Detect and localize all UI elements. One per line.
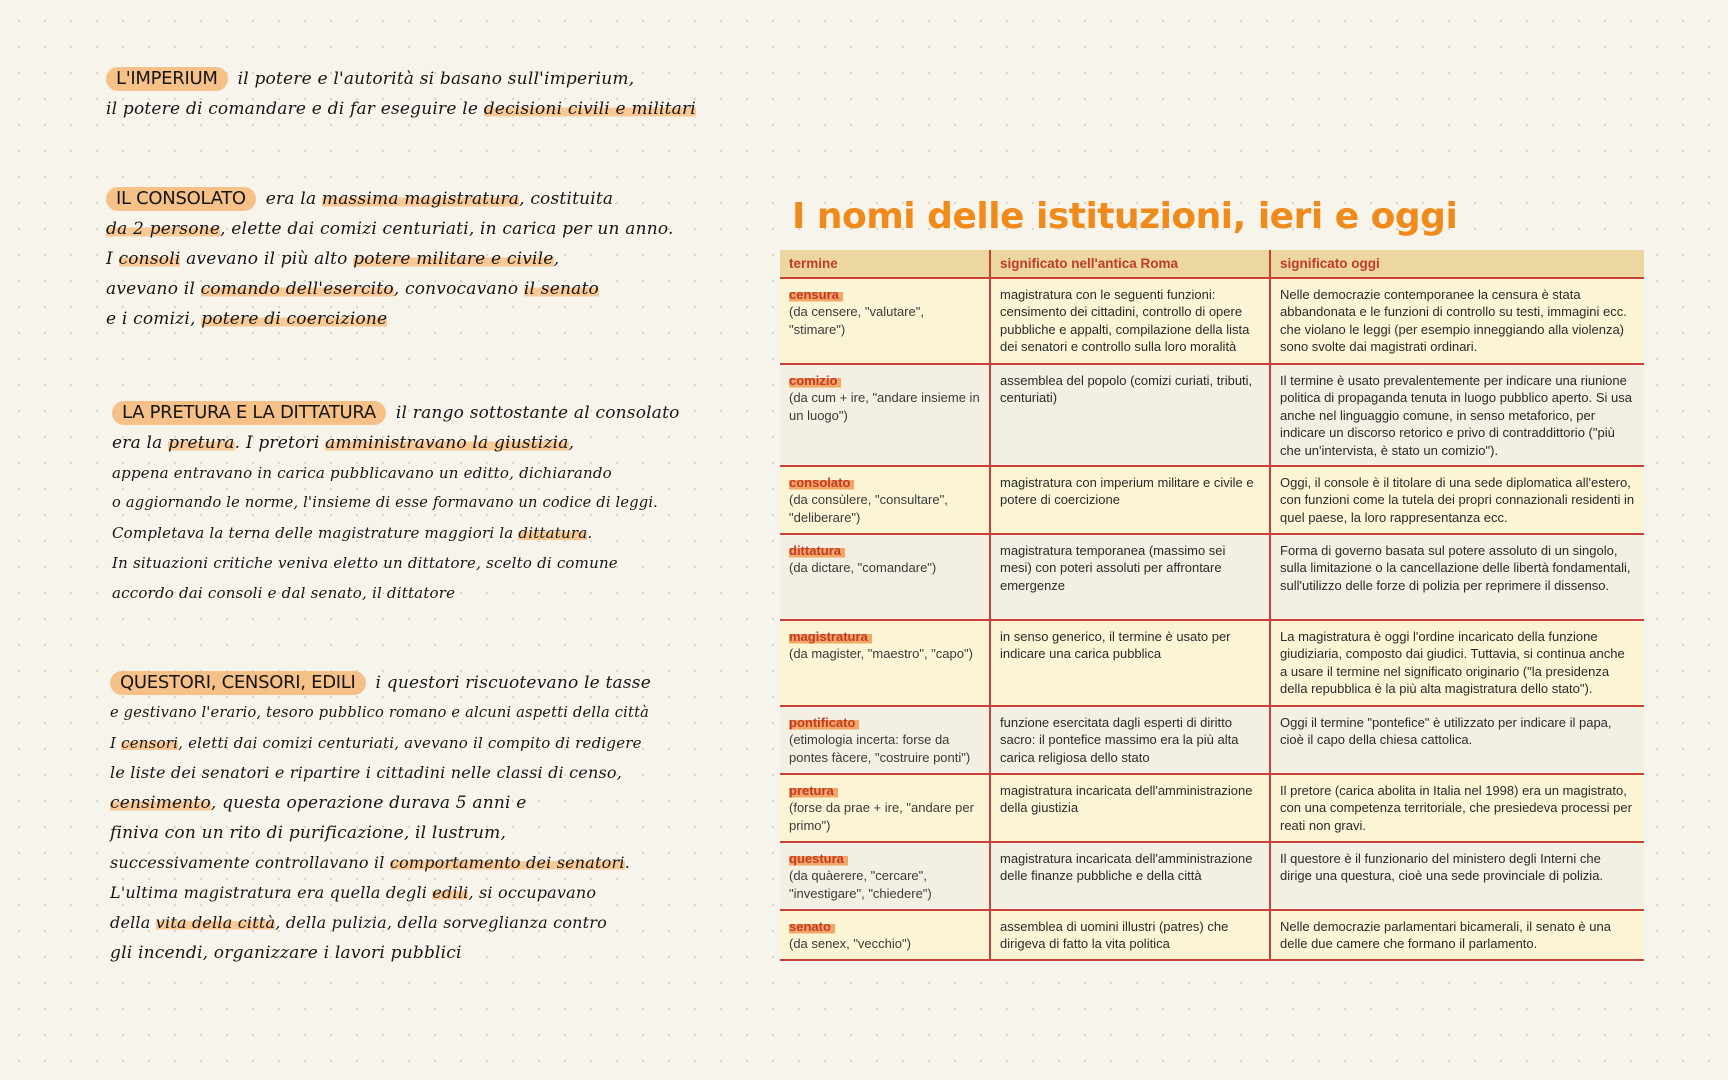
ancient-meaning-cell: magistratura con le seguenti funzioni: censimento dei cittadini, controllo di opere pubbliche e appalti, compilazione della lista dei senatori e controllo sulla loro moralità — [990, 278, 1270, 364]
term-name: pretura — [789, 782, 838, 799]
modern-meaning-cell: Forma di governo basata sul potere assoluto di un singolo, sulla limitazione o la cancellazione delle libertà fondamentali, sull'utilizzo delle forze di polizia per reprimere il dissenso. — [1270, 534, 1644, 620]
ancient-meaning-cell: magistratura incaricata dell'amministrazione della giustizia — [990, 774, 1270, 842]
modern-meaning-cell: La magistratura è oggi l'ordine incaricato della funzione giudiziaria, composto dai giudici. Tuttavia, si continua anche a usare il termine nel significato originario ("la presidenza della repubblica è la più alta magistratura dello stato"). — [1270, 620, 1644, 706]
table-title: I nomi delle istituzioni, ieri e oggi — [792, 196, 1458, 237]
table-row — [780, 364, 1644, 466]
handwritten-notes — [0, 0, 700, 1080]
modern-meaning-cell: Oggi il termine "pontefice" è utilizzato per indicare il papa, cioè il capo della chiesa cattolica. — [1270, 706, 1644, 774]
term-cell — [780, 364, 990, 466]
term-etymology: (da censere, "valutare", "stimare") — [789, 304, 924, 337]
note-questori-censori-edili: QUESTORI, CENSORI, EDILI i questori riscuotevano le tasse e gestivano l'erario, tesoro pubblico romano e alcuni aspetti della città I censori, eletti dai comizi centuriati, avevano il compito di redigere le liste dei senatori e ripartire i cittadini nelle classi di censo, censimento, questa operazione durava 5 anni e finiva con un rito di purificazione, il lustrum, successivamente controllavano il comportamento dei senatori. L'ultima magistratura era quella degli edili, si occupavano della vita della città, della pulizia, della sorveglianza contro gli incendi, organizzare i lavori pubblici — [110, 672, 651, 963]
header-oggi: significato oggi — [1270, 250, 1644, 278]
table-row — [780, 466, 1644, 534]
term-etymology: (da magister, "maestro", "capo") — [789, 646, 973, 662]
modern-meaning-cell: Oggi, il console è il titolare di una sede diplomatica all'estero, con funzioni come la tutela dei propri connazionali residenti in quel paese, la loro rappresentanza ecc. — [1270, 466, 1644, 534]
term-name: consolato — [789, 474, 854, 491]
table-row — [780, 706, 1644, 774]
ancient-meaning-cell: assemblea del popolo (comizi curiati, tributi, centuriati) — [990, 364, 1270, 466]
institutions-table-grid — [780, 250, 1644, 961]
term-cell — [780, 620, 990, 706]
term-name: questura — [789, 850, 848, 867]
note-tag-imperium: L'IMPERIUM — [106, 67, 228, 91]
term-cell — [780, 278, 990, 364]
header-termine: termine — [780, 250, 990, 278]
term-name: dittatura — [789, 542, 845, 559]
table-row — [780, 774, 1644, 842]
term-name: censura — [789, 286, 843, 303]
table-body — [780, 278, 1644, 960]
term-cell — [780, 910, 990, 960]
table-row — [780, 620, 1644, 706]
note-tag-pretura: LA PRETURA E LA DITTATURA — [112, 401, 386, 425]
term-cell — [780, 466, 990, 534]
term-cell — [780, 534, 990, 620]
table-row — [780, 910, 1644, 960]
institutions-table — [780, 250, 1644, 961]
term-etymology: (da consùlere, "consultare", "deliberare") — [789, 492, 948, 525]
note-consolato: IL CONSOLATO era la massima magistratura, costituita da 2 persone, elette dai comizi centuriati, in carica per un anno. I consoli avevano il più alto potere militare e civile, avevano il comando dell'esercito, convocavano il senato e i comizi, potere di coercizione — [106, 188, 674, 329]
table-row — [780, 842, 1644, 910]
modern-meaning-cell: Il questore è il funzionario del ministero degli Interni che dirige una questura, cioè una sede provinciale di polizia. — [1270, 842, 1644, 910]
term-name: comizio — [789, 372, 841, 389]
header-antica-roma: significato nell'antica Roma — [990, 250, 1270, 278]
note-tag-questori: QUESTORI, CENSORI, EDILI — [110, 671, 366, 695]
term-etymology: (da senex, "vecchio") — [789, 936, 911, 952]
note-imperium: L'IMPERIUM il potere e l'autorità si basano sull'imperium, il potere di comandare e di far eseguire le decisioni civili e militari — [106, 68, 696, 119]
term-etymology: (da quàerere, "cercare", "investigare", "chiedere") — [789, 868, 932, 901]
modern-meaning-cell: Nelle democrazie parlamentari bicamerali, il senato è una delle due camere che formano il parlamento. — [1270, 910, 1644, 960]
term-name: senato — [789, 918, 835, 935]
term-name: magistratura — [789, 628, 872, 645]
modern-meaning-cell: Nelle democrazie contemporanee la censura è stata abbandonata e le funzioni di controllo su testi, immagini ecc. che violano le leggi (per esempio inneggiando alla violenza) sono svolte dai magistrati ordinari. — [1270, 278, 1644, 364]
term-etymology: (da cum + ire, "andare insieme in un luogo") — [789, 390, 980, 423]
term-cell — [780, 706, 990, 774]
ancient-meaning-cell: funzione esercitata dagli esperti di diritto sacro: il pontefice massimo era la più alta carica religiosa dello stato — [990, 706, 1270, 774]
term-etymology: (forse da prae + ire, "andare per primo") — [789, 800, 974, 833]
term-name: pontificato — [789, 714, 859, 731]
table-row — [780, 534, 1644, 620]
term-etymology: (etimologia incerta: forse da pontes fàcere, "costruire ponti") — [789, 732, 971, 765]
modern-meaning-cell: Il termine è usato prevalentemente per indicare una riunione politica di propaganda tenuta in luogo pubblico aperto. Si usa anche nel linguaggio comune, in senso metaforico, per indicare un discorso retorico e privo di contraddittorio ("più che un'intervista, è stato un comizio"). — [1270, 364, 1644, 466]
ancient-meaning-cell: in senso generico, il termine è usato per indicare una carica pubblica — [990, 620, 1270, 706]
ancient-meaning-cell: assemblea di uomini illustri (patres) che dirigeva di fatto la vita politica — [990, 910, 1270, 960]
note-tag-consolato: IL CONSOLATO — [106, 187, 256, 211]
modern-meaning-cell: Il pretore (carica abolita in Italia nel 1998) era un magistrato, con una competenza territoriale, che presiedeva processi per reati non gravi. — [1270, 774, 1644, 842]
note-pretura-dittatura: LA PRETURA E LA DITTATURA il rango sottostante al consolato era la pretura. I pretori amministravano la giustizia, appena entravano in carica pubblicavano un editto, dichiarando o aggiornando le norme, l'insieme di esse formavano un codice di leggi. Completava la terna delle magistrature maggiori la dittatura. In situazioni critiche veniva eletto un dittatore, scelto di comune accordo dai consoli e dal senato, il dittatore — [112, 402, 680, 602]
table-row — [780, 278, 1644, 364]
ancient-meaning-cell: magistratura temporanea (massimo sei mesi) con poteri assoluti per affrontare emergenze — [990, 534, 1270, 620]
term-cell — [780, 842, 990, 910]
term-cell — [780, 774, 990, 842]
term-etymology: (da dictare, "comandare") — [789, 560, 937, 576]
ancient-meaning-cell: magistratura incaricata dell'amministrazione delle finanze pubbliche e della città — [990, 842, 1270, 910]
ancient-meaning-cell: magistratura con imperium militare e civile e potere di coercizione — [990, 466, 1270, 534]
table-header-row — [780, 250, 1644, 278]
